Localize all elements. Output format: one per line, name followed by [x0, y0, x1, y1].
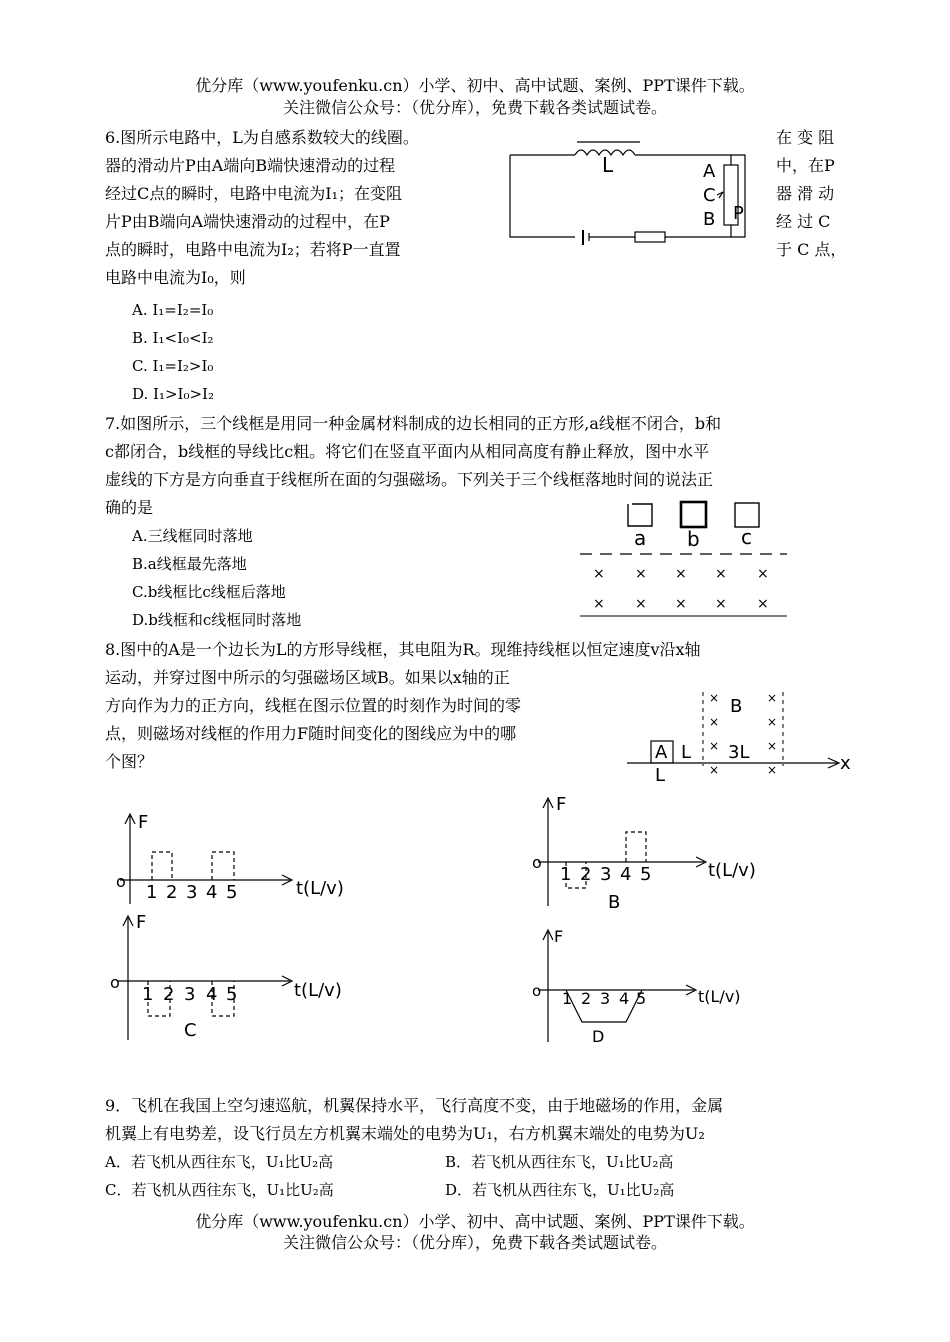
frame-a-label: a	[634, 526, 647, 550]
frame-b-label: b	[687, 527, 700, 551]
field-b-label: B	[730, 696, 743, 717]
cross-mark: ×	[675, 596, 687, 612]
tick-2: 2	[163, 984, 175, 1005]
t-axis-label: t(L/v)	[294, 980, 342, 1001]
q6-right-line: 经 过 C	[776, 212, 831, 231]
q6-right-line: 于 C 点，	[776, 240, 847, 259]
f-axis-label: F	[554, 927, 564, 946]
graph-name-d: D	[592, 1027, 605, 1046]
q7-option-b: B.a线框最先落地	[132, 555, 247, 573]
tick-4: 4	[620, 864, 632, 885]
tick-5: 5	[226, 984, 238, 1005]
tick-3: 3	[600, 864, 612, 885]
q7-line: 确的是	[105, 498, 154, 517]
tick-1: 1	[562, 989, 573, 1008]
q8-line: 运动，并穿过图中所示的匀强磁场区域B。如果以x轴的正	[105, 668, 510, 687]
q6-right-line: 器 滑 动	[776, 184, 835, 203]
cross-mark: ×	[675, 566, 687, 582]
q7-line: 7.如图所示，三个线框是用同一种金属材料制成的边长相同的正方形,a线框不闭合，b和	[105, 414, 722, 433]
question-6-right-text	[776, 124, 846, 264]
terminal-c-label: C	[703, 185, 716, 206]
q8-line: 方向作为力的正方向，线框在图示位置的时刻作为时间的零	[105, 696, 522, 715]
t-axis-label: t(L/v)	[296, 878, 344, 899]
tick-5: 5	[640, 864, 652, 885]
origin-label: o	[116, 872, 126, 891]
footer-line-1: 优分库（www.youfenku.cn）小学、初中、高中试题、案例、PPT课件下载。	[195, 1212, 755, 1231]
q6-option-a: A. I₁=I₂=I₀	[132, 301, 214, 319]
q8-field-crosses	[709, 691, 777, 777]
coil-label: L	[602, 153, 614, 177]
cross-mark: ×	[635, 596, 647, 612]
q9-option-c: C．若飞机从西往东飞，U₁比U₂高	[105, 1181, 334, 1199]
q6-right-line: 在 变 阻	[776, 128, 835, 147]
tick-3: 3	[184, 984, 196, 1005]
question-6-options	[132, 296, 214, 408]
tick-5: 5	[636, 989, 647, 1008]
cross-mark: ×	[715, 566, 727, 582]
tick-3: 3	[186, 882, 198, 903]
q7-line: c都闭合，b线框的导线比c粗。将它们在竖直平面内从相同高度有静止释放，图中水平	[105, 442, 710, 461]
origin-label: o	[532, 853, 542, 872]
f-axis-label: F	[136, 912, 147, 933]
q6-line: 片P由B端向A端快速滑动的过程中，在P	[105, 212, 390, 231]
q6-option-c: C. I₁=I₂>I₀	[132, 357, 214, 375]
question-7-options	[132, 522, 301, 634]
header-line-2: 关注微信公众号：（优分库），免费下载各类试题试卷。	[282, 98, 667, 117]
cross-mark: ×	[709, 715, 720, 729]
terminal-b-label: B	[703, 209, 716, 230]
q6-option-d: D. I₁>I₀>I₂	[132, 385, 214, 403]
q8-graph-c	[108, 908, 378, 1042]
cross-mark: ×	[593, 566, 605, 582]
graph-name-b: B	[608, 892, 621, 910]
tick-1: 1	[560, 864, 572, 885]
q7-frames-diagram	[575, 498, 795, 620]
q6-line: 6.图所示电路中，L为自感系数较大的线圈。	[105, 128, 419, 147]
q6-line: 电路中电流为I₀，则	[105, 268, 246, 287]
q8-line: 点，则磁场对线框的作用力F随时间变化的图线应为中的哪	[105, 724, 517, 743]
q7-field-crosses	[593, 566, 769, 612]
q8-graph-b	[528, 790, 788, 910]
slider-p-label: P	[733, 203, 744, 224]
tick-5: 5	[226, 882, 238, 903]
tick-4: 4	[619, 989, 630, 1008]
footer-line-2: 关注微信公众号：（优分库），免费下载各类试题试卷。	[282, 1233, 667, 1252]
tick-1: 1	[146, 882, 158, 903]
origin-label: o	[532, 982, 542, 1000]
cross-mark: ×	[767, 715, 778, 729]
cross-mark: ×	[767, 739, 778, 753]
tick-4: 4	[206, 882, 218, 903]
cross-mark: ×	[709, 739, 720, 753]
q8-line: 个图？	[105, 752, 154, 771]
frame-c-label: c	[741, 525, 752, 549]
cross-mark: ×	[715, 596, 727, 612]
cross-mark: ×	[709, 691, 720, 705]
question-8-text	[105, 636, 701, 776]
cross-mark: ×	[593, 596, 605, 612]
tick-4: 4	[206, 984, 218, 1005]
frame-side-label: L	[655, 765, 666, 786]
header-line-1: 优分库（www.youfenku.cn）小学、初中、高中试题、案例、PPT课件下载。	[195, 76, 755, 95]
t-axis-label: t(L/v)	[708, 860, 756, 881]
q6-circuit-diagram	[505, 135, 770, 250]
tick-1: 1	[142, 984, 154, 1005]
origin-label: o	[110, 973, 120, 992]
field-width-label: 3L	[728, 742, 750, 763]
gap-label: L	[681, 742, 692, 763]
q9-option-d: D．若飞机从西往东飞，U₁比U₂高	[445, 1181, 675, 1199]
q7-option-c: C.b线框比c线框后落地	[132, 583, 286, 601]
f-axis-label: F	[556, 794, 567, 815]
f-axis-label: F	[138, 812, 149, 833]
q9-option-a: A．若飞机从西往东飞，U₁比U₂高	[105, 1153, 334, 1171]
cross-mark: ×	[709, 763, 720, 777]
cross-mark: ×	[757, 566, 769, 582]
cross-mark: ×	[767, 691, 778, 705]
q8-graph-d	[528, 922, 788, 1048]
q7-option-a: A.三线框同时落地	[132, 527, 253, 545]
tick-2: 2	[581, 989, 592, 1008]
graph-name-c: C	[184, 1020, 197, 1041]
q6-line: 器的滑动片P由A端向B端快速滑动的过程	[105, 156, 396, 175]
x-axis-label: x	[840, 753, 851, 774]
q8-line: 8.图中的A是一个边长为L的方形导线框，其电阻为R。现维持线框以恒定速度v沿x轴	[105, 640, 701, 659]
q6-line: 点的瞬时，电路中电流为I₂；若将P一直置	[105, 240, 401, 259]
q7-option-d: D.b线框和c线框同时落地	[132, 611, 302, 629]
q9-option-b: B．若飞机从西往东飞，U₁比U₂高	[445, 1153, 674, 1171]
t-axis-label: t(L/v)	[698, 987, 741, 1006]
tick-2: 2	[166, 882, 178, 903]
q8-field-diagram	[625, 686, 865, 786]
q6-option-b: B. I₁<I₀<I₂	[132, 329, 214, 347]
q6-line: 经过C点的瞬时，电路中电流为I₁；在变阻	[105, 184, 402, 203]
q6-right-line: 中，在P	[776, 156, 835, 175]
frame-a-label: A	[655, 742, 668, 763]
cross-mark: ×	[767, 763, 778, 777]
question-6-text	[105, 124, 419, 292]
cross-mark: ×	[635, 566, 647, 582]
q7-line: 虚线的下方是方向垂直于线框所在面的匀强磁场。下列关于三个线框落地时间的说法正	[105, 470, 714, 489]
terminal-a-label: A	[703, 161, 716, 182]
q9-line: 9．飞机在我国上空匀速巡航，机翼保持水平，飞行高度不变，由于地磁场的作用，金属	[105, 1096, 724, 1115]
q8-graph-a	[110, 808, 370, 908]
cross-mark: ×	[757, 596, 769, 612]
q9-line: 机翼上有电势差，设飞行员左方机翼末端处的电势为U₁，右方机翼末端处的电势为U₂	[105, 1124, 705, 1143]
tick-3: 3	[600, 989, 611, 1008]
question-9-text	[105, 1092, 723, 1148]
tick-2: 2	[580, 864, 592, 885]
